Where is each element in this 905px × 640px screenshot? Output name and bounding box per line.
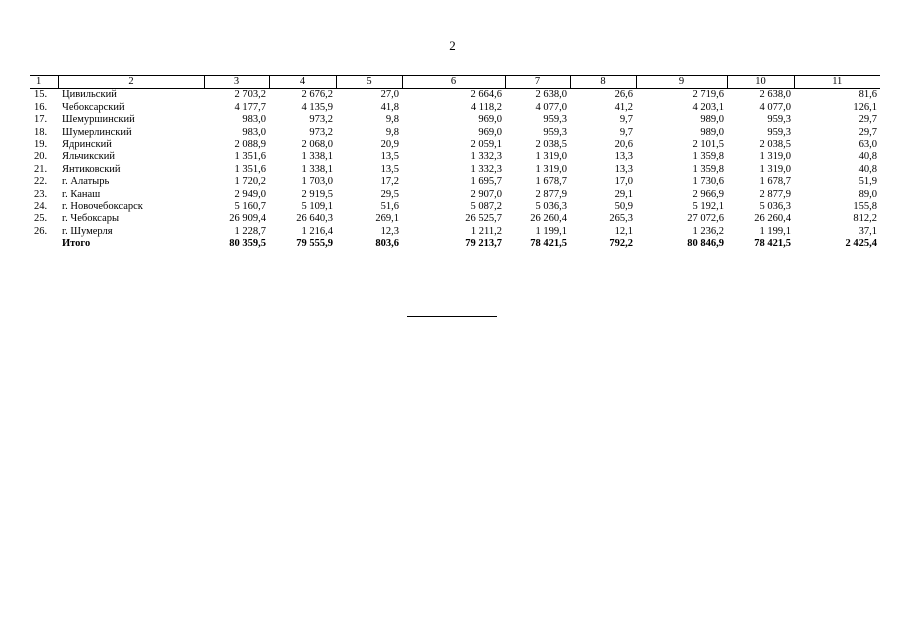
value-cell-col-10: 959,3	[767, 126, 791, 138]
value-cell-col-7: 2 877,9	[535, 188, 567, 200]
value-cell-col-11: 40,8	[858, 151, 877, 163]
value-cell-col-9: 2 966,9	[692, 188, 724, 200]
value-cell-col-5: 9,8	[385, 114, 399, 126]
row-number: 25.	[34, 213, 48, 225]
value-cell-col-7: 959,3	[543, 114, 567, 126]
value-cell-col-5: 13,5	[380, 163, 399, 175]
value-cell-col-10: 1 319,0	[759, 151, 791, 163]
value-cell-col-10: 1 678,7	[759, 176, 791, 188]
value-cell-col-4: 1 338,1	[301, 151, 333, 163]
value-cell-col-8: 41,2	[614, 101, 633, 113]
table-row	[30, 164, 880, 176]
table-row	[30, 201, 880, 213]
value-cell-col-7: 1 319,0	[535, 151, 567, 163]
value-cell-col-4: 4 135,9	[301, 101, 333, 113]
value-cell-col-8: 20,6	[614, 139, 633, 151]
separator-rule	[407, 316, 497, 317]
value-cell-col-3: 983,0	[242, 114, 266, 126]
table-row	[30, 127, 880, 139]
value-cell-col-10: 5 036,3	[759, 201, 791, 213]
value-cell-col-7: 1 199,1	[535, 225, 567, 237]
value-cell-col-9: 989,0	[700, 114, 724, 126]
value-cell-col-9: 4 203,1	[692, 101, 724, 113]
table-row	[30, 89, 880, 102]
value-cell-col-5: 20,9	[380, 139, 399, 151]
value-cell-col-9: 5 192,1	[692, 201, 724, 213]
row-number: 20.	[34, 151, 48, 163]
table-row	[30, 176, 880, 188]
page-number: 2	[449, 38, 456, 53]
table-row	[30, 189, 880, 201]
value-cell-col-6: 2 664,6	[470, 89, 502, 101]
value-cell-col-6: 2 907,0	[470, 188, 502, 200]
value-cell-col-8: 9,7	[619, 114, 633, 126]
row-number: 22.	[34, 176, 48, 188]
row-number: 16.	[34, 101, 48, 113]
district-name: Янтиковский	[62, 163, 121, 175]
district-name: Чебоксарский	[62, 101, 125, 113]
value-cell-col-7: 2 638,0	[535, 89, 567, 101]
district-name: г. Канаш	[62, 188, 101, 200]
total-value-col-4: 79 555,9	[296, 238, 333, 250]
value-cell-col-10: 4 077,0	[759, 101, 791, 113]
value-cell-col-8: 13,3	[614, 163, 633, 175]
value-cell-col-4: 973,2	[309, 114, 333, 126]
value-cell-col-6: 1 332,3	[470, 163, 502, 175]
value-cell-col-4: 973,2	[309, 126, 333, 138]
value-cell-col-3: 2 088,9	[234, 139, 266, 151]
district-name: Шемуршинский	[62, 114, 135, 126]
value-cell-col-11: 37,1	[858, 225, 877, 237]
value-cell-col-6: 969,0	[478, 126, 502, 138]
total-value-col-3: 80 359,5	[229, 238, 266, 250]
table-row	[30, 102, 880, 114]
value-cell-col-11: 63,0	[858, 139, 877, 151]
column-header-11: 11	[794, 76, 880, 89]
table-body	[30, 89, 880, 251]
column-header-5: 5	[336, 76, 402, 89]
value-cell-col-7: 4 077,0	[535, 101, 567, 113]
value-cell-col-4: 1 338,1	[301, 163, 333, 175]
total-value-col-7: 78 421,5	[530, 238, 567, 250]
value-cell-col-8: 9,7	[619, 126, 633, 138]
table-row	[30, 213, 880, 225]
value-cell-col-3: 1 351,6	[234, 163, 266, 175]
value-cell-col-10: 26 260,4	[754, 213, 791, 225]
value-cell-col-9: 2 719,6	[692, 89, 724, 101]
total-value-col-11: 2 425,4	[845, 238, 877, 250]
value-cell-col-4: 1 216,4	[301, 225, 333, 237]
row-number: 24.	[34, 201, 48, 213]
total-value-col-10: 78 421,5	[754, 238, 791, 250]
value-cell-col-3: 2 949,0	[234, 188, 266, 200]
column-header-10: 10	[727, 76, 794, 89]
value-cell-col-5: 27,0	[380, 89, 399, 101]
value-cell-col-7: 5 036,3	[535, 201, 567, 213]
value-cell-col-9: 989,0	[700, 126, 724, 138]
value-cell-col-8: 265,3	[609, 213, 633, 225]
value-cell-col-9: 1 236,2	[692, 225, 724, 237]
value-cell-col-4: 2 068,0	[301, 139, 333, 151]
value-cell-col-6: 969,0	[478, 114, 502, 126]
value-cell-col-5: 13,5	[380, 151, 399, 163]
value-cell-col-9: 1 359,8	[692, 163, 724, 175]
district-name: Ядринский	[62, 139, 112, 151]
value-cell-col-6: 1 332,3	[470, 151, 502, 163]
district-name: г. Новочебоксарск	[62, 201, 143, 213]
value-cell-col-7: 2 038,5	[535, 139, 567, 151]
value-cell-col-4: 1 703,0	[301, 176, 333, 188]
value-cell-col-11: 29,7	[858, 114, 877, 126]
column-header-1: 1	[30, 76, 58, 89]
total-value-col-6: 79 213,7	[465, 238, 502, 250]
value-cell-col-11: 29,7	[858, 126, 877, 138]
column-header-4: 4	[269, 76, 336, 89]
column-header-7: 7	[505, 76, 570, 89]
value-cell-col-11: 89,0	[858, 188, 877, 200]
total-value-col-8: 792,2	[609, 238, 633, 250]
value-cell-col-11: 40,8	[858, 163, 877, 175]
row-number: 18.	[34, 126, 48, 138]
total-label: Итого	[62, 238, 91, 250]
value-cell-col-3: 2 703,2	[234, 89, 266, 101]
total-value-col-5: 803,6	[375, 238, 399, 250]
district-name: г. Шумерля	[62, 225, 113, 237]
value-cell-col-10: 1 319,0	[759, 163, 791, 175]
value-cell-col-9: 27 072,6	[687, 213, 724, 225]
row-number: 19.	[34, 139, 48, 151]
value-cell-col-11: 812,2	[853, 213, 877, 225]
value-cell-col-8: 17,0	[614, 176, 633, 188]
value-cell-col-8: 12,1	[614, 225, 633, 237]
value-cell-col-4: 2 676,2	[301, 89, 333, 101]
total-value-col-9: 80 846,9	[687, 238, 724, 250]
total-row	[30, 238, 880, 250]
value-cell-col-10: 1 199,1	[759, 225, 791, 237]
total-number-cell	[30, 238, 58, 250]
value-cell-col-7: 1 678,7	[535, 176, 567, 188]
value-cell-col-3: 1 228,7	[234, 225, 266, 237]
value-cell-col-5: 51,6	[380, 201, 399, 213]
table-header	[30, 76, 880, 89]
row-number: 26.	[34, 225, 48, 237]
value-cell-col-4: 2 919,5	[301, 188, 333, 200]
value-cell-col-6: 26 525,7	[465, 213, 502, 225]
budget-table	[30, 75, 880, 251]
value-cell-col-5: 12,3	[380, 225, 399, 237]
district-name: Шумерлинский	[62, 126, 132, 138]
row-number: 17.	[34, 114, 48, 126]
value-cell-col-8: 26,6	[614, 89, 633, 101]
value-cell-col-3: 26 909,4	[229, 213, 266, 225]
value-cell-col-3: 983,0	[242, 126, 266, 138]
value-cell-col-10: 2 038,5	[759, 139, 791, 151]
district-name: г. Чебоксары	[62, 213, 120, 225]
value-cell-col-8: 13,3	[614, 151, 633, 163]
value-cell-col-5: 29,5	[380, 188, 399, 200]
value-cell-col-11: 126,1	[853, 101, 877, 113]
value-cell-col-6: 2 059,1	[470, 139, 502, 151]
value-cell-col-7: 26 260,4	[530, 213, 567, 225]
district-name: г. Алатырь	[62, 176, 110, 188]
column-header-6: 6	[402, 76, 505, 89]
value-cell-col-11: 155,8	[853, 201, 877, 213]
value-cell-col-10: 2 638,0	[759, 89, 791, 101]
header-row	[30, 76, 880, 89]
value-cell-col-3: 5 160,7	[234, 201, 266, 213]
column-header-9: 9	[636, 76, 727, 89]
value-cell-col-5: 41,8	[380, 101, 399, 113]
value-cell-col-8: 50,9	[614, 201, 633, 213]
value-cell-col-10: 2 877,9	[759, 188, 791, 200]
value-cell-col-9: 2 101,5	[692, 139, 724, 151]
value-cell-col-9: 1 730,6	[692, 176, 724, 188]
district-name: Яльчикский	[62, 151, 115, 163]
row-number: 21.	[34, 163, 48, 175]
value-cell-col-3: 4 177,7	[234, 101, 266, 113]
value-cell-col-6: 1 695,7	[470, 176, 502, 188]
value-cell-col-11: 81,6	[858, 89, 877, 101]
column-header-8: 8	[570, 76, 636, 89]
value-cell-col-6: 1 211,2	[470, 225, 502, 237]
value-cell-col-10: 959,3	[767, 114, 791, 126]
value-cell-col-11: 51,9	[858, 176, 877, 188]
value-cell-col-4: 5 109,1	[301, 201, 333, 213]
value-cell-col-8: 29,1	[614, 188, 633, 200]
value-cell-col-5: 269,1	[375, 213, 399, 225]
column-header-3: 3	[204, 76, 269, 89]
value-cell-col-3: 1 351,6	[234, 151, 266, 163]
value-cell-col-5: 17,2	[380, 176, 399, 188]
district-name: Цивильский	[62, 89, 117, 101]
value-cell-col-7: 1 319,0	[535, 163, 567, 175]
value-cell-col-6: 5 087,2	[470, 201, 502, 213]
row-number: 23.	[34, 188, 48, 200]
value-cell-col-7: 959,3	[543, 126, 567, 138]
table-row	[30, 139, 880, 151]
value-cell-col-6: 4 118,2	[470, 101, 502, 113]
table-row	[30, 151, 880, 163]
column-header-2: 2	[58, 76, 204, 89]
value-cell-col-4: 26 640,3	[296, 213, 333, 225]
value-cell-col-9: 1 359,8	[692, 151, 724, 163]
value-cell-col-3: 1 720,2	[234, 176, 266, 188]
value-cell-col-5: 9,8	[385, 126, 399, 138]
table-row	[30, 114, 880, 126]
table-row	[30, 226, 880, 238]
row-number: 15.	[34, 89, 48, 101]
